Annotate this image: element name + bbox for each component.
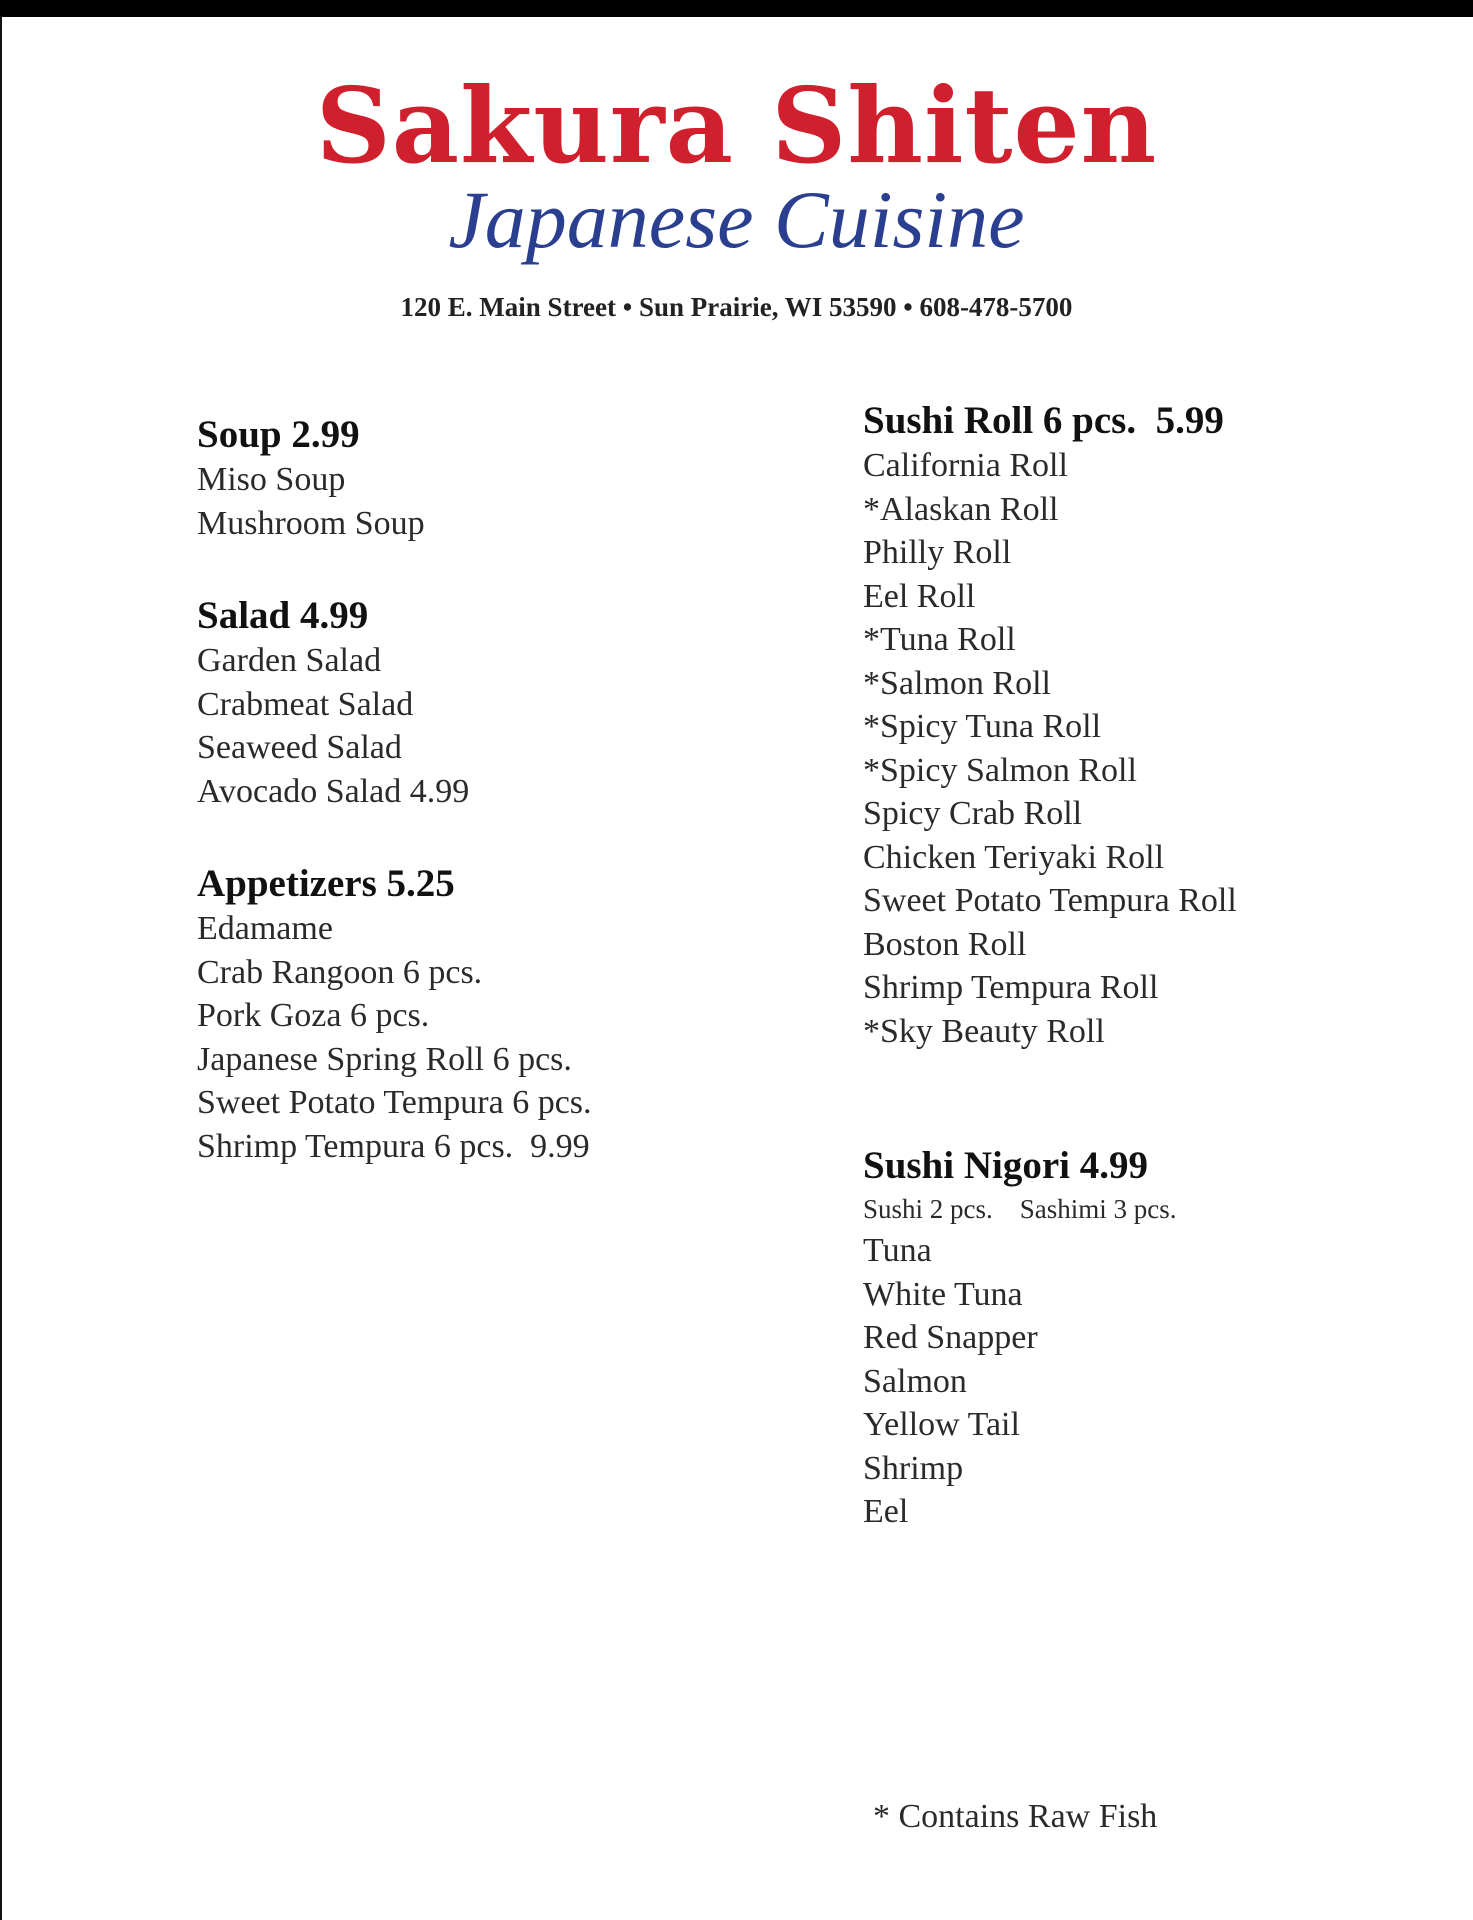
menu-item: California Roll [863, 447, 1068, 484]
menu-item: Spicy Crab Roll [863, 795, 1083, 832]
menu-item: Pork Goza 6 pcs. [197, 997, 430, 1034]
section-title-salad: Salad 4.99 [197, 594, 369, 637]
menu-item: Sweet Potato Tempura 6 pcs. [197, 1084, 592, 1121]
menu-item: Yellow Tail [863, 1406, 1020, 1443]
menu-item: *Spicy Salmon Roll [863, 751, 1137, 789]
section-appetizers [197, 861, 837, 1168]
menu-item: Tuna [863, 1232, 932, 1269]
menu-item: Chicken Teriyaki Roll [863, 838, 1165, 876]
menu-item: Edamame [197, 910, 333, 947]
menu-item: Shrimp Tempura Roll [863, 969, 1159, 1006]
menu-item: *Spicy Tuna Roll [863, 708, 1102, 745]
raw-fish-footnote: * Contains Raw Fish [873, 1798, 1158, 1835]
menu-item: Eel [863, 1493, 909, 1530]
menu-item: Sweet Potato Tempura Roll [863, 882, 1237, 919]
section-sushi-nigori [863, 1143, 1473, 1534]
menu-item: Japanese Spring Roll 6 pcs. [197, 1040, 572, 1078]
menu-item: *Alaskan Roll [863, 490, 1059, 528]
section-title-sushi-roll: Sushi Roll 6 pcs. 5.99 [863, 399, 1224, 442]
menu-item: Avocado Salad 4.99 [197, 772, 470, 810]
menu-item: *Tuna Roll [863, 621, 1016, 658]
section-salad [197, 593, 837, 813]
menu-item: Crabmeat Salad [197, 685, 414, 723]
menu-item: *Sky Beauty Roll [863, 1012, 1105, 1050]
section-sushi-roll [863, 398, 1473, 1053]
top-border-bar [0, 0, 1473, 17]
section-spacer [863, 1101, 1473, 1143]
menu-item: Salmon [863, 1362, 967, 1400]
menu-item: Crab Rangoon 6 pcs. [197, 953, 483, 991]
section-title-sushi-nigori: Sushi Nigori 4.99 [863, 1144, 1148, 1187]
menu-item: Seaweed Salad [197, 729, 402, 766]
restaurant-address: 120 E. Main Street • Sun Prairie, WI 53590 • 608-478-5700 [400, 292, 1073, 322]
portion-note: Sushi 2 pcs. Sashimi 3 pcs. [863, 1194, 1177, 1224]
menu-item: Boston Roll [863, 925, 1027, 963]
menu-item: Red Snapper [863, 1319, 1038, 1356]
menu-item: White Tuna [863, 1275, 1023, 1313]
restaurant-name: Sakura Shiten [315, 64, 1158, 187]
menu-item: Eel Roll [863, 577, 976, 615]
section-soup [197, 412, 837, 545]
menu-item: Mushroom Soup [197, 504, 425, 542]
section-title-soup: Soup 2.99 [197, 413, 360, 456]
section-title-appetizers: Appetizers 5.25 [197, 862, 455, 905]
menu-item: Shrimp Tempura 6 pcs. 9.99 [197, 1127, 590, 1165]
menu-item: *Salmon Roll [863, 664, 1051, 702]
menu-item: Garden Salad [197, 642, 382, 679]
menu-item: Shrimp [863, 1449, 964, 1487]
cuisine-subtitle: Japanese Cuisine [448, 174, 1025, 265]
menu-item: Miso Soup [197, 461, 346, 498]
menu-column-left [197, 412, 837, 1216]
menu-header [0, 64, 1473, 324]
menu-item: Philly Roll [863, 534, 1012, 571]
menu-column-right [863, 398, 1473, 1582]
